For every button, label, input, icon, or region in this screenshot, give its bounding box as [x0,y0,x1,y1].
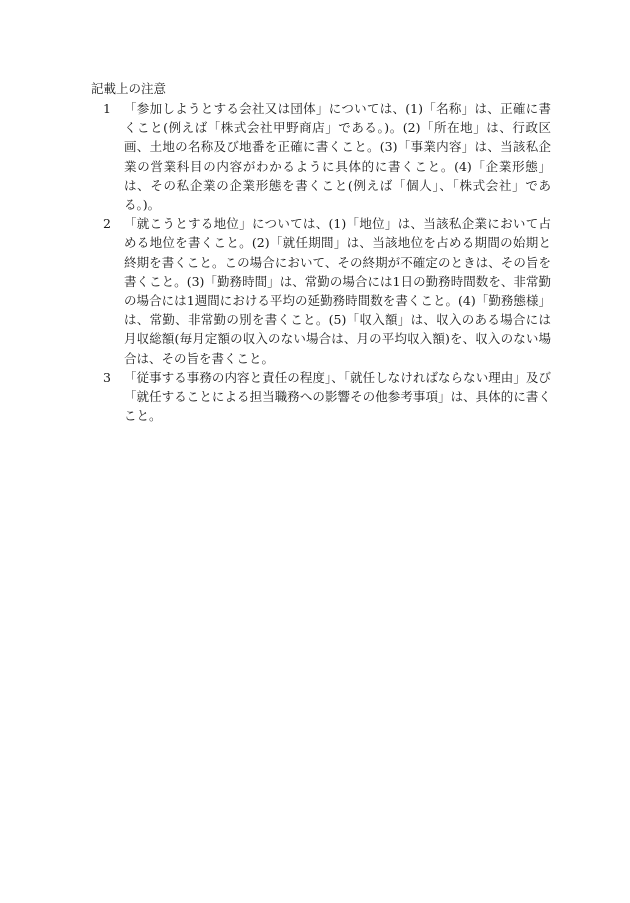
note-item-3 [91,368,551,426]
notes-section [91,79,551,425]
notes-title: 記載上の注意 [91,81,167,96]
note-text: 「従事する事務の内容と責任の程度」、「就任しなければならない理由」及び「就任することによる担当職務への影響その他参考事項」は、具体的に書くこと。 [124,369,551,424]
note-number: 2 [103,216,111,232]
note-number: 1 [103,101,111,116]
note-text: 「就こうとする地位」については、(1)「地位」は、当該私企業において占める地位を書くこと。(2)「就任期間」は、当該地位を占める期間の始期と終期を書くこと。この場合において、その終期が不確定のときは、その旨を書くこと。(3)「勤務時間」は、常勤の場合には1日の勤務時間数を、非常勤の場合には1週間における平均の延勤務時間数を書くこと。(4)「勤務態様」は、常勤、非常勤の別を書くこと。(5)「収入額」は、収入のある場合には月収総額(毎月定額の収入のない場合は、月の平均収入額)を、収入のない場合は、その旨を書くこと。 [124,216,551,366]
note-item-1 [91,99,551,214]
note-number: 3 [103,369,111,385]
note-text: 「参加しようとする会社又は団体」については、(1)「名称」は、正確に書くこと(例えば「株式会社甲野商店」である。)。(2)「所在地」は、行政区画、土地の名称及び地番を正確に書くこと。(3)「事業内容」は、当該私企業の営業科目の内容がわかるように具体的に書くこと。(4)「企業形態」は、その私企業の企業形態を書くこと(例えば「個人」、「株式会社」である。)。 [124,101,551,213]
note-item-2 [91,214,551,368]
